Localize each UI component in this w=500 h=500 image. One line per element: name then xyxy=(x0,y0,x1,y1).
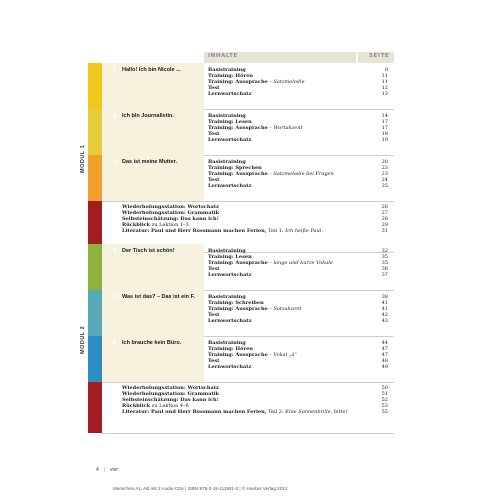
item-detail: – Wortakzent xyxy=(267,125,303,131)
item-label: Training: Lesen xyxy=(208,254,252,260)
lesson-title: Der Tisch ist schön! xyxy=(122,248,175,254)
lesson-content-item xyxy=(208,272,251,278)
item-label: Training: Aussprache xyxy=(208,79,268,85)
page-number: 17 xyxy=(381,119,388,125)
lesson-title: Ich brauche kein Büro. xyxy=(122,340,182,346)
item-label: Basistraining xyxy=(208,294,246,300)
lesson-content-item xyxy=(208,306,301,312)
page-number: 32 xyxy=(381,248,388,254)
lesson-content-item xyxy=(208,91,251,97)
page-number: 47 xyxy=(381,352,388,358)
page-number: 37 xyxy=(381,272,388,278)
page-number: 31 xyxy=(381,228,388,234)
item-label: Training: Sprechen xyxy=(208,165,262,171)
publisher-credit: Menschen A1, AB mit 2 Audio-CDs | ISBN 978-3-19-111901-0 | © Hueber Verlag 2012 xyxy=(113,486,288,491)
page-number: 43 xyxy=(381,318,388,324)
item-label: Training: Hören xyxy=(208,73,253,79)
page-number: 55 xyxy=(381,409,388,415)
item-detail: – Vokal „ä“ xyxy=(267,352,297,358)
review-item-label: Rückblick xyxy=(122,222,151,228)
review-item-title: Ich heiße Paul. xyxy=(285,228,324,234)
lesson-color-band xyxy=(88,336,102,382)
item-label: Lernwortschatz xyxy=(208,318,252,324)
lesson-color-band xyxy=(88,63,102,109)
item-label: Lernwortschatz xyxy=(208,364,252,370)
item-label: Basistraining xyxy=(208,113,246,119)
item-detail: – Satzmelodie xyxy=(267,79,305,85)
item-label: Lernwortschatz xyxy=(208,137,252,143)
item-label: Test xyxy=(208,358,220,364)
lesson-content-item xyxy=(208,183,251,189)
page-number-word: vier xyxy=(110,467,119,473)
item-label: Training: Aussprache xyxy=(208,125,268,131)
page-number: 48 xyxy=(381,358,388,364)
page-number: 4 xyxy=(96,467,99,473)
page-number: 26 xyxy=(381,204,388,210)
item-label: Training: Aussprache xyxy=(208,306,268,312)
review-item-label: Wiederholungsstation: Wortschatz xyxy=(122,385,219,391)
lesson-content-item xyxy=(208,125,303,131)
lesson-number: 4 xyxy=(113,248,117,254)
item-label: Basistraining xyxy=(208,248,246,254)
page-number: 11 xyxy=(381,73,388,79)
item-label: Training: Aussprache xyxy=(208,352,268,358)
page-number: 41 xyxy=(381,306,388,312)
page-number: 13 xyxy=(381,91,388,97)
review-item-label: Selbsteinschätzung: Das kann ich! xyxy=(122,397,219,403)
page-number: 25 xyxy=(381,183,388,189)
lesson-number: 5 xyxy=(113,294,117,300)
item-label: Lernwortschatz xyxy=(208,183,252,189)
lesson-number: 2 xyxy=(113,113,117,119)
review-item-note: Teil 1: xyxy=(266,228,286,234)
item-label: Training: Schreiben xyxy=(208,300,264,306)
module-label: MODUL 2 xyxy=(80,325,86,354)
page-number: 42 xyxy=(381,312,388,318)
item-label: Lernwortschatz xyxy=(208,91,252,97)
page-number: 50 xyxy=(381,385,388,391)
lesson-content-item xyxy=(208,171,334,177)
item-label: Test xyxy=(208,85,220,91)
lesson-number: 3 xyxy=(113,159,117,165)
lesson-content-item xyxy=(208,79,305,85)
review-item-note: Teil 2: xyxy=(266,409,286,415)
review-item xyxy=(122,228,323,234)
page-number: 47 xyxy=(381,346,388,352)
item-detail: – Satzmelodie bei Fragen xyxy=(267,171,334,177)
review-item-label: Wiederholungsstation: Wortschatz xyxy=(122,204,219,210)
page-number: 41 xyxy=(381,300,388,306)
review-item-label: Wiederholungsstation: Grammatik xyxy=(122,210,220,216)
page-number: 11 xyxy=(381,79,388,85)
page-number: 52 xyxy=(381,397,388,403)
page-number: 24 xyxy=(381,177,388,183)
page-number: 38 xyxy=(381,294,388,300)
page-number: 23 xyxy=(381,171,388,177)
item-detail: – lange und kurze Vokale xyxy=(267,260,333,266)
item-label: Training: Hören xyxy=(208,346,253,352)
item-label: Test xyxy=(208,312,220,318)
page-number: 20 xyxy=(381,159,388,165)
item-label: Training: Aussprache xyxy=(208,260,268,266)
page-number: 29 xyxy=(381,222,388,228)
page-number: 12 xyxy=(381,85,388,91)
lesson-color-band xyxy=(88,155,102,201)
page-number: 49 xyxy=(381,364,388,370)
review-item-title: Eine Sonnenbrille, bitte! xyxy=(285,409,348,415)
page-number: 44 xyxy=(381,340,388,346)
item-label: Basistraining xyxy=(208,67,246,73)
review-item-label: Wiederholungsstation: Grammatik xyxy=(122,391,220,397)
review-item-label: Literatur: Paul und Herr Rossmann machen Ferien, xyxy=(122,409,267,415)
page-number: 53 xyxy=(381,403,388,409)
item-label: Basistraining xyxy=(208,159,246,165)
review-item-label: Literatur: Paul und Herr Rossmann machen Ferien, xyxy=(122,228,267,234)
lesson-title: Hallo! Ich bin Nicole ... xyxy=(122,67,181,73)
page-number: 36 xyxy=(381,266,388,272)
page-number: 14 xyxy=(381,113,388,119)
page-number: 19 xyxy=(381,137,388,143)
review-item-label: Selbsteinschätzung: Das kann ich! xyxy=(122,216,219,222)
item-label: Test xyxy=(208,131,220,137)
lesson-number: 1 xyxy=(113,67,117,73)
lesson-content-item xyxy=(208,137,251,143)
lesson-content-item xyxy=(208,318,251,324)
page-number: 17 xyxy=(381,125,388,131)
page-number-separator: | xyxy=(104,467,106,473)
seite-header: SEITE xyxy=(369,53,390,59)
page-number: 35 xyxy=(381,254,388,260)
lesson-content-item xyxy=(208,364,251,370)
review-item-note: zu Lektion 4–6 xyxy=(150,403,189,409)
page-number: 23 xyxy=(381,165,388,171)
item-label: Training: Lesen xyxy=(208,119,252,125)
review-item-note: zu Lektion 1–3 xyxy=(150,222,189,228)
inhalte-header: INHALTE xyxy=(208,53,238,59)
lesson-content-item xyxy=(208,352,297,358)
page-number: 27 xyxy=(381,210,388,216)
lesson-title: Was ist das? – Das ist ein F. xyxy=(122,294,195,300)
item-detail: – Satzakzent xyxy=(267,306,302,312)
module-label: MODUL 1 xyxy=(80,144,86,173)
page-number: 28 xyxy=(381,216,388,222)
item-label: Training: Aussprache xyxy=(208,171,268,177)
lesson-title: Das ist meine Mutter. xyxy=(122,159,178,165)
lesson-color-band xyxy=(88,290,102,336)
lesson-number: 6 xyxy=(113,340,117,346)
item-label: Basistraining xyxy=(208,340,246,346)
lesson-title: Ich bin Journalistin. xyxy=(122,113,174,119)
lesson-content-item xyxy=(208,260,333,266)
review-color-band xyxy=(88,382,102,433)
lesson-color-band xyxy=(88,109,102,155)
review-item xyxy=(122,409,348,415)
item-label: Test xyxy=(208,177,220,183)
page-number: 51 xyxy=(381,391,388,397)
page-number: 35 xyxy=(381,260,388,266)
item-label: Test xyxy=(208,266,220,272)
review-item-label: Rückblick xyxy=(122,403,151,409)
page-number: 8 xyxy=(384,67,388,73)
page-number: 18 xyxy=(381,131,388,137)
lesson-color-band xyxy=(88,244,102,290)
item-label: Lernwortschatz xyxy=(208,272,252,278)
